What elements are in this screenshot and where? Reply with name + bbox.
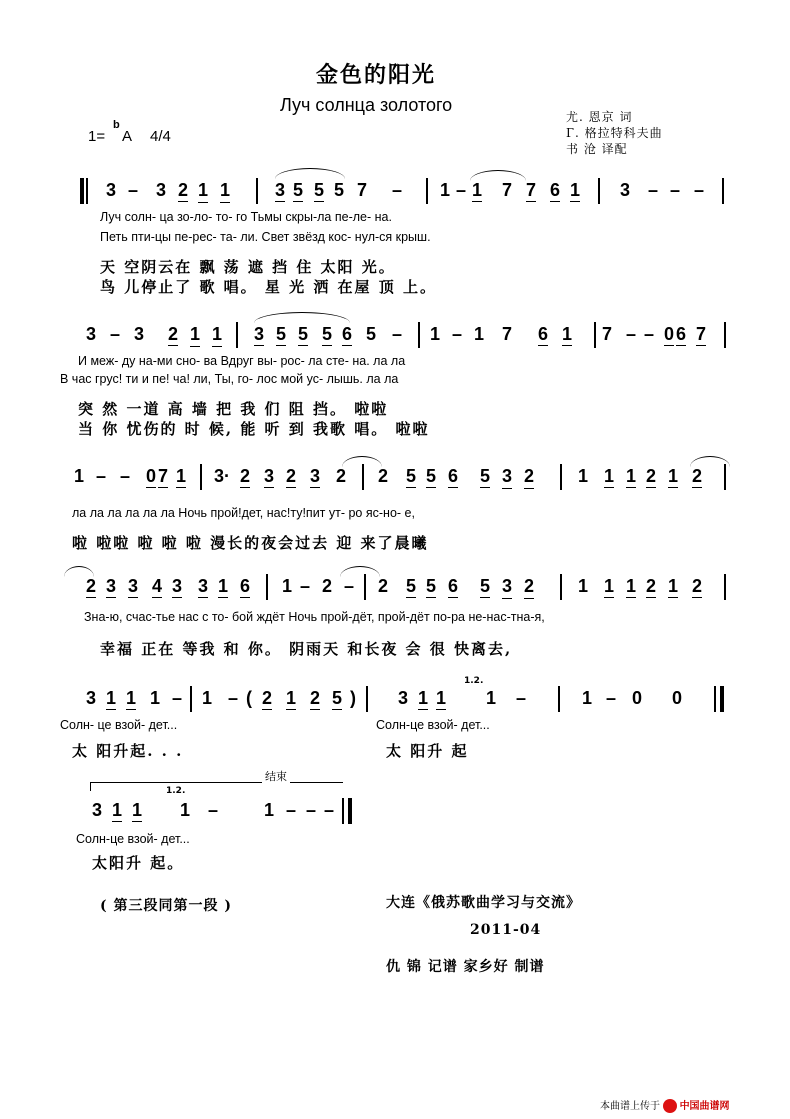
- note: 5: [426, 576, 437, 596]
- barline: [200, 464, 202, 490]
- note: 1: [112, 800, 123, 820]
- chinese-lyric-line-2: 太 阳升 起: [386, 742, 469, 760]
- dash: –: [452, 324, 463, 344]
- note: 3: [254, 324, 265, 344]
- note: 2: [86, 576, 97, 596]
- note: 3: [620, 180, 631, 200]
- dash: –: [644, 324, 655, 344]
- barline: [342, 798, 344, 824]
- note: 3: [92, 800, 103, 820]
- note: 1: [472, 180, 483, 200]
- barline: [558, 686, 560, 712]
- russian-lyric-line-2: Петь пти-цы пе-рес- та- ли. Свет звёзд кос- нул-ся крыш.: [100, 230, 431, 244]
- song-subtitle: Луч солнца золотого: [280, 95, 453, 115]
- note: 2: [262, 688, 273, 708]
- barline: [418, 322, 420, 348]
- note: 2: [322, 576, 333, 596]
- note: 1: [562, 324, 573, 344]
- music-system-1: [0, 180, 790, 296]
- note: 3: [156, 180, 167, 200]
- note: 5: [406, 576, 417, 596]
- barline: [86, 178, 88, 204]
- note: 1: [578, 576, 589, 596]
- note: 5: [426, 466, 437, 486]
- note: 7: [502, 324, 513, 344]
- note: 3: [172, 576, 183, 596]
- note: 3: [398, 688, 409, 708]
- music-system-3: [0, 466, 790, 556]
- note: 7: [526, 180, 537, 200]
- chinese-lyric-line-2: 鸟 儿停止了 歌 唱。 星 光 洒 在屋 顶 上。: [100, 278, 438, 296]
- note: 1: [578, 466, 589, 486]
- note: 5: [480, 576, 491, 596]
- note: 3: [106, 180, 117, 200]
- slur: [342, 456, 382, 467]
- note: 5: [322, 324, 333, 344]
- note: 1: [430, 324, 441, 344]
- barline: [560, 574, 562, 600]
- note: 5: [480, 466, 491, 486]
- note: 1: [604, 576, 615, 596]
- barline: [366, 686, 368, 712]
- dash: –: [392, 324, 403, 344]
- note: 2: [240, 466, 251, 486]
- dash: –: [286, 800, 297, 820]
- watermark-brand: 中国曲谱网: [679, 1101, 730, 1112]
- credit-translator: 书 沧 译配: [566, 142, 628, 156]
- dash: –: [606, 688, 617, 708]
- note: 3: [198, 576, 209, 596]
- music-system-5: [0, 676, 790, 768]
- dash: –: [324, 800, 335, 820]
- note: 7: [696, 324, 707, 344]
- russian-lyric-line-2: В час грус! ти и пе! ча! ли, Ты, го- лос мой ус- лышь. ла ла: [60, 372, 399, 386]
- barline: [598, 178, 600, 204]
- note: 6: [448, 576, 459, 596]
- credit-lyricist: 尤. 恩京 词: [566, 110, 633, 124]
- rest: 0: [632, 688, 643, 708]
- russian-lyric-line-1: И меж- ду на-ми сно- ва Вдруг вы- рос- ла сте- на. ла ла: [78, 354, 406, 368]
- note: 7: [158, 466, 169, 486]
- footer-source: 大连《俄苏歌曲学习与交流》: [386, 895, 581, 911]
- watermark-text: 本曲谱上传于: [600, 1101, 660, 1112]
- note: 6: [448, 466, 459, 486]
- barline: [722, 178, 724, 204]
- note: 2: [378, 576, 389, 596]
- slur: [340, 566, 380, 577]
- note: 3: [502, 576, 512, 599]
- note: 3: [128, 576, 139, 596]
- dash: –: [300, 576, 311, 596]
- dash: –: [110, 324, 121, 344]
- slur: [254, 312, 350, 323]
- chinese-lyric-line-2: 当 你 忧伤的 时 候, 能 听 到 我歌 唱。 啦啦: [78, 420, 430, 438]
- time-signature: 4/4: [150, 128, 171, 145]
- dash: –: [694, 180, 705, 200]
- note: 1: [570, 180, 581, 200]
- note: 2: [646, 466, 657, 486]
- note: 7: [357, 180, 368, 200]
- russian-lyric-line-1: Зна-ю, счас-тье нас с то- бой ждёт Ночь прой-дёт, прой-дёт по-ра не-нас-тна-я,: [84, 610, 545, 624]
- note: 1: [220, 180, 230, 203]
- dash: –: [670, 180, 681, 200]
- rest: 0: [672, 688, 683, 708]
- barline: [256, 178, 258, 204]
- note: 6: [550, 180, 561, 200]
- note: 3: [264, 466, 275, 486]
- note: 2: [646, 576, 657, 596]
- note: 5: [298, 324, 309, 344]
- note: 1: [74, 466, 85, 486]
- brand-logo-icon: [663, 1099, 677, 1113]
- note: 6: [538, 324, 549, 344]
- barline: [190, 686, 192, 712]
- music-system-2: [0, 324, 790, 438]
- note: 2: [692, 466, 703, 486]
- note: 1: [436, 688, 447, 708]
- ending-bracket: [90, 782, 343, 791]
- key-note: A: [122, 128, 133, 145]
- note: 1: [190, 324, 200, 347]
- note: 5: [366, 324, 377, 344]
- repeat-start-barline: [80, 178, 84, 204]
- note: 1: [626, 576, 637, 596]
- paren-close: ): [350, 688, 356, 708]
- ending-label: 结束: [262, 768, 290, 784]
- volta-mark: 1.2.: [464, 676, 484, 686]
- paren-open: (: [246, 688, 252, 708]
- russian-lyric-line-2: Солн-це взой- дет...: [376, 718, 490, 732]
- music-system-6: [0, 770, 790, 872]
- note: 6: [676, 324, 687, 344]
- note: 3: [275, 180, 286, 200]
- chinese-lyric-line-1: 太阳升 起。: [92, 854, 185, 872]
- note: 1: [180, 800, 191, 820]
- note: 1: [198, 180, 208, 203]
- barline: [714, 686, 716, 712]
- credit-composer: Г. 格拉特科夫曲: [566, 126, 663, 140]
- dash: –: [344, 576, 355, 596]
- russian-lyric-line-1: Солн-це взой- дет...: [76, 832, 190, 846]
- chinese-lyric-line-1: 突 然 一道 高 墙 把 我 们 阻 挡。 啦啦: [78, 400, 389, 418]
- note: 2: [524, 466, 534, 489]
- chinese-lyric-line-1: 幸福 正在 等我 和 你。 阴雨天 和长夜 会 很 快离去,: [100, 640, 513, 658]
- note: 5: [276, 324, 287, 344]
- note: 2: [178, 180, 189, 200]
- note: 1: [604, 466, 615, 486]
- barline: [594, 322, 596, 348]
- note: 1: [668, 576, 679, 596]
- barline: [724, 322, 726, 348]
- note: 1: [474, 324, 485, 344]
- note: 1: [440, 180, 451, 200]
- key-signature: [88, 119, 208, 148]
- note: 2: [692, 576, 703, 596]
- note: 5: [334, 180, 345, 200]
- music-system-4: [0, 576, 790, 666]
- note: 2: [286, 466, 297, 486]
- note: 6: [342, 324, 353, 344]
- footer-date: 2011-04: [470, 922, 542, 938]
- barline: [560, 464, 562, 490]
- barline: [724, 574, 726, 600]
- note: 1: [132, 800, 143, 820]
- volta-mark: 1.2.: [166, 786, 186, 796]
- note: 1: [218, 576, 229, 596]
- note: 2: [378, 466, 389, 486]
- note: 1: [626, 466, 637, 486]
- barline: [266, 574, 268, 600]
- russian-lyric-line-1: Луч солн- ца зо-ло- то- го Тьмы скры-ла пе-ле- на.: [100, 210, 392, 224]
- note: 1: [418, 688, 429, 708]
- note: 5: [314, 180, 325, 200]
- dash: –: [516, 688, 527, 708]
- chinese-lyric-line-1: 太 阳升起. . .: [72, 742, 184, 760]
- note: 3: [310, 466, 321, 486]
- note: 1: [176, 466, 187, 486]
- note: 3: [134, 324, 145, 344]
- dash: –: [172, 688, 183, 708]
- note: 0: [664, 324, 675, 344]
- dash: –: [306, 800, 317, 820]
- note: 1: [212, 324, 222, 347]
- footer-credits: 仇 锦 记谱 家乡好 制谱: [386, 959, 545, 975]
- note: 1: [202, 688, 213, 708]
- song-title: 金色的阳光: [316, 62, 437, 88]
- end-barline: [348, 798, 352, 824]
- key-prefix: 1=: [88, 128, 106, 145]
- watermark: [600, 1097, 730, 1113]
- note: 5: [406, 466, 417, 486]
- dash: –: [648, 180, 659, 200]
- note: 3: [86, 688, 97, 708]
- note: 7: [502, 180, 513, 200]
- barline: [364, 574, 366, 600]
- dash: –: [128, 180, 139, 200]
- note: 5: [332, 688, 343, 708]
- chinese-lyric-line-1: 啦 啦啦 啦 啦 啦 漫长的夜会过去 迎 来了晨曦: [72, 534, 429, 552]
- note: 7: [602, 324, 613, 344]
- note: 2: [310, 688, 321, 708]
- barline: [362, 464, 364, 490]
- dash: –: [120, 466, 131, 486]
- dash: –: [392, 180, 403, 200]
- note: 1: [282, 576, 293, 596]
- flat-sign: b: [113, 119, 120, 131]
- note: 3: [106, 576, 117, 596]
- chinese-lyric-line-1: 天 空阴云在 飘 荡 遮 挡 住 太阳 光。: [100, 258, 396, 276]
- note: 3·: [214, 466, 231, 486]
- note: 1: [286, 688, 297, 708]
- barline: [724, 464, 726, 490]
- dash: –: [208, 800, 219, 820]
- dash: –: [96, 466, 107, 486]
- note: 1: [150, 688, 161, 708]
- note: 0: [146, 466, 157, 486]
- footer-note: ( 第三段同第一段 ): [100, 898, 232, 914]
- note: 1: [486, 688, 497, 708]
- note: 1: [106, 688, 117, 708]
- slur: [275, 168, 345, 179]
- dash: –: [456, 180, 467, 200]
- note: 1: [668, 466, 679, 486]
- note: 1: [582, 688, 593, 708]
- note: 3: [86, 324, 97, 344]
- note: 3: [502, 466, 512, 489]
- russian-lyric-line-1: Солн- це взой- дет...: [60, 718, 178, 732]
- note: 2: [168, 324, 179, 344]
- barline: [426, 178, 428, 204]
- dash: –: [626, 324, 637, 344]
- note: 5: [293, 180, 304, 200]
- note: 6: [240, 576, 251, 596]
- end-barline: [720, 686, 724, 712]
- note: 2: [336, 466, 347, 486]
- note: 1: [126, 688, 137, 708]
- barline: [236, 322, 238, 348]
- note: 2: [524, 576, 534, 599]
- note: 1: [264, 800, 275, 820]
- dash: –: [228, 688, 239, 708]
- russian-lyric-line-1: ла ла ла ла ла ла Ночь прой!дет, нас!ту!пит ут- ро яс-но- е,: [72, 506, 415, 520]
- note: 4: [152, 576, 163, 596]
